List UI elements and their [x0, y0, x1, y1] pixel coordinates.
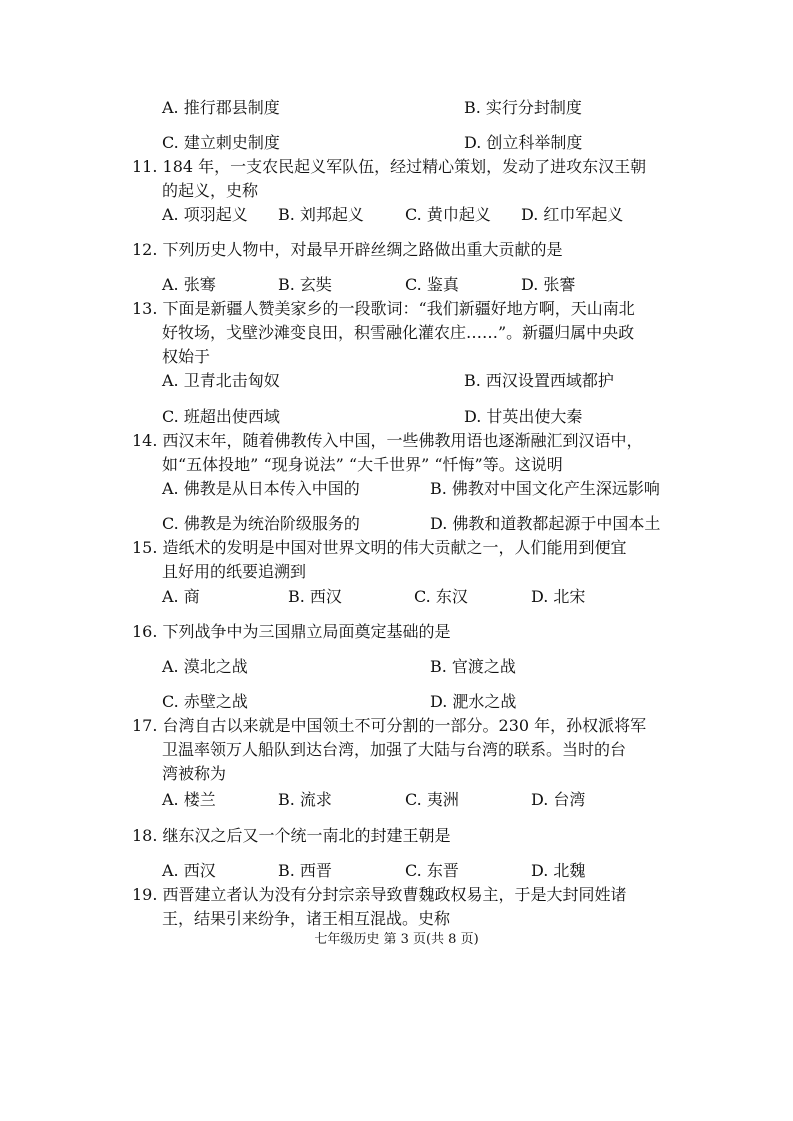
page-footer: 七年级历史 第 3 页(共 8 页) — [314, 932, 479, 947]
q13-stem-line-1: 13. 下面是新疆人赞美家乡的一段歌词：“我们新疆好地方啊，天山南北 — [132, 299, 635, 318]
q12-stem: 12. 下列历史人物中，对最早开辟丝绸之路做出重大贡献的是 — [132, 240, 563, 259]
q14-stem-line-1: 14. 西汉末年，随着佛教传入中国，一些佛教用语也逐渐融汇到汉语中， — [132, 431, 643, 450]
q12-option-c: C. 鉴真 — [405, 275, 459, 294]
q11-option-a: A. 项羽起义 — [162, 205, 248, 224]
q11-stem-line-2: 的起义，史称 — [162, 181, 259, 200]
q19-stem-line-1: 19. 西晋建立者认为没有分封宗亲导致曹魏政权易主，于是大封同姓诸 — [132, 885, 627, 904]
q12-option-d: D. 张謇 — [521, 275, 576, 294]
q19-stem-line-2: 王，结果引来纷争，诸王相互混战。史称 — [162, 909, 451, 928]
q15-option-a: A. 商 — [162, 587, 200, 606]
q16-option-a: A. 漠北之战 — [162, 657, 248, 676]
q17-option-a: A. 楼兰 — [162, 790, 216, 809]
q17-stem-line-2: 卫温率领万人船队到达台湾，加强了大陆与台湾的联系。当时的台 — [162, 740, 627, 759]
q14-stem-line-2: 如“五体投地” “现身说法” “大千世界” “忏悔”等。这说明 — [162, 455, 563, 474]
q11-stem-line-1: 11. 184 年，一支农民起义军队伍，经过精心策划，发动了进攻东汉王朝 — [132, 157, 647, 176]
q14-option-c: C. 佛教是为统治阶级服务的 — [162, 514, 360, 533]
q17-stem-line-1: 17. 台湾自古以来就是中国领土不可分割的一部分。230 年，孙权派将军 — [132, 716, 647, 735]
q10-option-d: D. 创立科举制度 — [464, 133, 583, 152]
q14-option-b: B. 佛教对中国文化产生深远影响 — [430, 479, 660, 498]
q18-option-d: D. 北魏 — [531, 861, 586, 880]
q17-option-b: B. 流求 — [278, 790, 332, 809]
q17-option-c: C. 夷洲 — [405, 790, 459, 809]
q18-option-c: C. 东晋 — [405, 861, 459, 880]
q13-option-a: A. 卫青北击匈奴 — [162, 371, 280, 390]
q10-option-c: C. 建立刺史制度 — [162, 133, 280, 152]
q10-option-b: B. 实行分封制度 — [464, 98, 582, 117]
q11-option-c: C. 黄巾起义 — [405, 205, 491, 224]
q13-option-b: B. 西汉设置西域都护 — [464, 371, 614, 390]
q12-option-a: A. 张骞 — [162, 275, 216, 294]
q12-option-b: B. 玄奘 — [278, 275, 332, 294]
q17-option-d: D. 台湾 — [531, 790, 586, 809]
q15-option-c: C. 东汉 — [414, 587, 468, 606]
q15-stem-line-2: 且好用的纸要追溯到 — [162, 562, 307, 581]
q16-option-b: B. 官渡之战 — [430, 657, 516, 676]
q13-option-c: C. 班超出使西域 — [162, 407, 280, 426]
q10-option-a: A. 推行郡县制度 — [162, 98, 280, 117]
q15-option-b: B. 西汉 — [288, 587, 342, 606]
q13-option-d: D. 甘英出使大秦 — [464, 407, 583, 426]
q15-stem-line-1: 15. 造纸术的发明是中国对世界文明的伟大贡献之一，人们能用到便宜 — [132, 538, 627, 557]
q17-stem-line-3: 湾被称为 — [162, 764, 227, 783]
q13-stem-line-3: 权始于 — [162, 347, 211, 366]
q11-option-b: B. 刘邦起义 — [278, 205, 364, 224]
q16-option-d: D. 淝水之战 — [430, 692, 517, 711]
q15-option-d: D. 北宋 — [531, 587, 586, 606]
q11-option-d: D. 红巾军起义 — [521, 205, 624, 224]
q18-option-b: B. 西晋 — [278, 861, 332, 880]
q13-stem-line-2: 好牧场，戈壁沙滩变良田，积雪融化灌农庄……”。新疆归属中央政 — [162, 323, 635, 342]
q18-stem: 18. 继东汉之后又一个统一南北的封建王朝是 — [132, 826, 451, 845]
q16-option-c: C. 赤壁之战 — [162, 692, 248, 711]
q18-option-a: A. 西汉 — [162, 861, 216, 880]
q16-stem: 16. 下列战争中为三国鼎立局面奠定基础的是 — [132, 622, 451, 641]
q14-option-d: D. 佛教和道教都起源于中国本土 — [430, 514, 661, 533]
q14-option-a: A. 佛教是从日本传入中国的 — [162, 479, 360, 498]
